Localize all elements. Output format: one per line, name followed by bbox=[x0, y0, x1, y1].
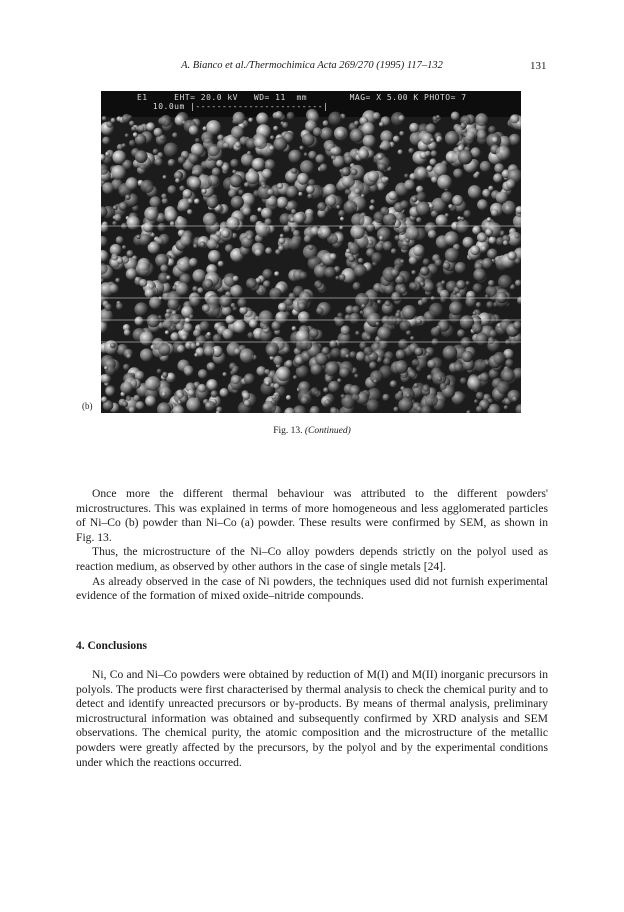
paragraph: Ni, Co and Ni–Co powders were obtained by reduction of M(I) and M(II) inorganic precursors in polyols. The products were first characterised by thermal analysis to check the chemical purity and to detect and identify unreacted precursors or by-products. By means of thermal analysis, preliminary microstructural information was obtained and subsequently confirmed by XRD analysis and SEM observations. The chemical purity, the atomic composition and the microstructure of the metallic powders were greatly affected by the precursors, by the polyol and by the experimental conditions under which the reactions occurred. bbox=[76, 668, 548, 769]
paragraph: Once more the different thermal behaviour was attributed to the different powders' microstructures. This was explained in terms of more homogeneous and less agglomerated particles of Ni–Co (b) powder than Ni–Co (a) powder. These results were confirmed by SEM, as shown in Fig. 13. bbox=[76, 487, 548, 544]
conclusions-text bbox=[76, 668, 548, 770]
page-number: 131 bbox=[530, 60, 547, 72]
sem-info-bar: E1 EHT= 20.0 kV WD= 11 mm MAG= X 5.00 K PHOTO= 7 10.0um |------------------------| bbox=[121, 93, 467, 111]
section-heading: 4. Conclusions bbox=[76, 640, 147, 652]
running-head: A. Bianco et al./Thermochimica Acta 269/270 (1995) 117–132 bbox=[181, 60, 443, 71]
paragraph: As already observed in the case of Ni powders, the techniques used did not furnish experimental evidence of the formation of mixed oxide–nitride compounds. bbox=[76, 574, 548, 603]
sem-micrograph bbox=[101, 91, 521, 413]
panel-label: (b) bbox=[82, 401, 93, 411]
section3-text bbox=[76, 487, 548, 604]
figure-caption: Fig. 13. (Continued) bbox=[273, 426, 351, 436]
paragraph: Thus, the microstructure of the Ni–Co alloy powders depends strictly on the polyol used as reaction medium, as observed by other authors in the case of single metals [24]. bbox=[76, 545, 548, 573]
sem-particles-image bbox=[101, 91, 521, 413]
